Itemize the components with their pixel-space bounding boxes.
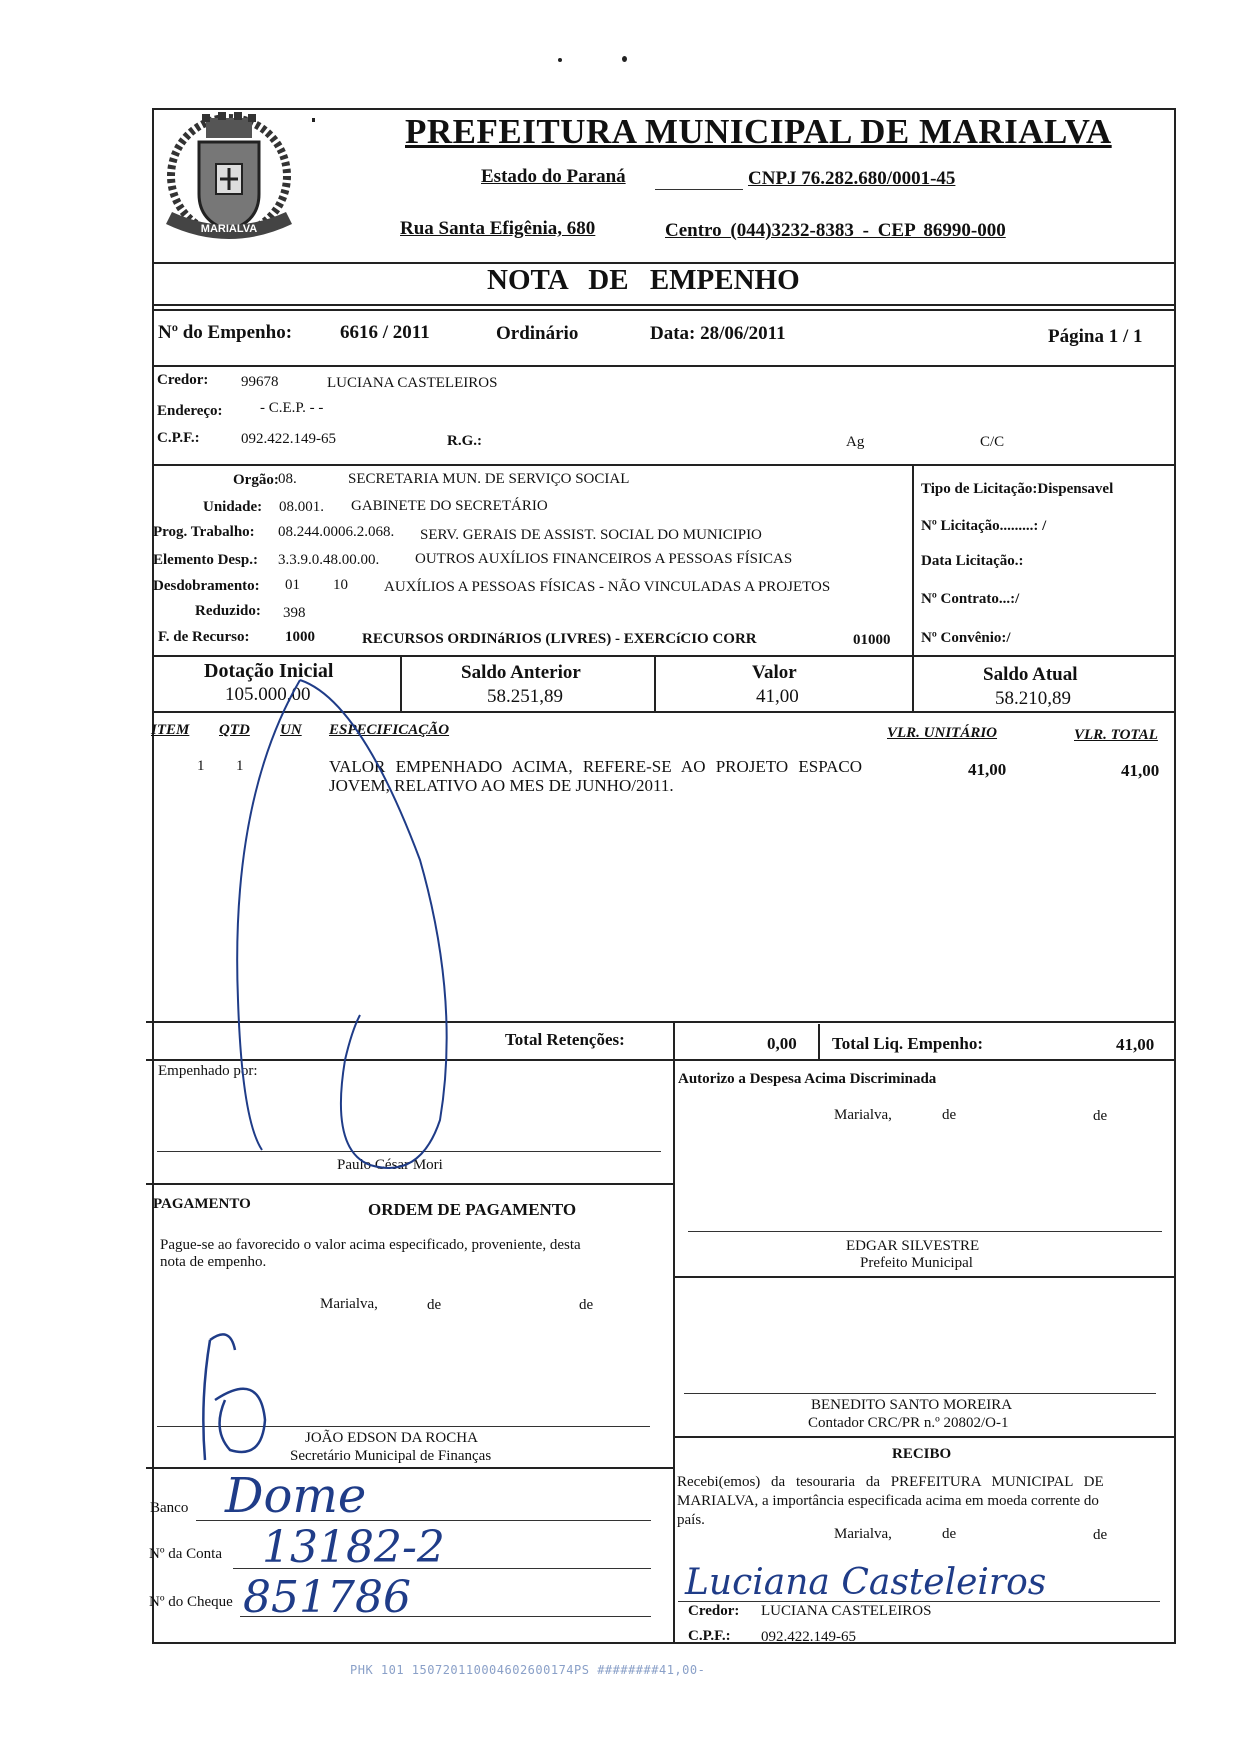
- conta-handwriting: 13182-2: [262, 1522, 445, 1573]
- recibo-cpf-label: C.P.F.:: [688, 1628, 731, 1644]
- endereco-label: Endereço:: [157, 403, 223, 419]
- endereco-value: - C.E.P. - -: [260, 400, 324, 416]
- cheque-label: Nº do Cheque: [149, 1594, 233, 1610]
- valor-label: Valor: [752, 662, 797, 683]
- contador-name: BENEDITO SANTO MOREIRA: [811, 1397, 1013, 1413]
- desdobramento-name: AUXÍLIOS A PESSOAS FÍSICAS - NÃO VINCULADAS A PROJETOS: [384, 579, 831, 595]
- unidade-code: 08.001.: [279, 499, 324, 515]
- pagamento-text-line1: Pague-se ao favorecido o valor acima especificado, proveniente, desta: [160, 1237, 581, 1253]
- item-vlr-total: 41,00: [1121, 761, 1160, 780]
- ag-label: Ag: [846, 434, 865, 450]
- cpf-value: 092.422.149-65: [241, 431, 336, 447]
- orgao-name: SECRETARIA MUN. DE SERVIÇO SOCIAL: [348, 471, 630, 487]
- pagamento-text-line2: nota de empenho.: [160, 1254, 267, 1270]
- secretario-role: Secretário Municipal de Finanças: [290, 1448, 492, 1464]
- cc-label: C/C: [980, 434, 1005, 450]
- recibo-title: RECIBO: [892, 1446, 952, 1462]
- col-header-un: UN: [280, 722, 302, 738]
- credor-name: LUCIANA CASTELEIROS: [327, 375, 498, 391]
- cheque-handwriting: 851786: [243, 1572, 411, 1623]
- orgao-code: 08.: [278, 471, 297, 487]
- orgao-label: Orgão:: [233, 472, 279, 488]
- tipo-licitacao: Tipo de Licitação:Dispensavel: [921, 481, 1114, 497]
- prefeito-role: Prefeito Municipal: [860, 1255, 973, 1271]
- saldo-atual-value: 58.210,89: [995, 688, 1071, 709]
- col-header-qtd: QTD: [219, 722, 250, 738]
- page-title: PREFEITURA MUNICIPAL DE MARIALVA: [405, 112, 1112, 151]
- unidade-label: Unidade:: [203, 499, 263, 515]
- numero-licitacao: Nº Licitação.........: /: [921, 518, 1047, 534]
- autorizo-place: Marialva,: [834, 1107, 892, 1123]
- numero-contrato: Nº Contrato...:/: [921, 591, 1020, 607]
- autorizo-de1: de: [942, 1107, 957, 1123]
- recibo-line2: MARIALVA, a importância especificada acima em moeda corrente do: [677, 1493, 1099, 1509]
- recibo-signature: Luciana Casteleiros: [685, 1562, 1047, 1603]
- contador-role: Contador CRC/PR n.º 20802/O-1: [808, 1415, 1009, 1431]
- col-header-vlr-total: VLR. TOTAL: [1074, 727, 1158, 743]
- unidade-name: GABINETE DO SECRETÁRIO: [351, 498, 548, 514]
- empenhado-name: Paulo César Mori: [337, 1157, 443, 1173]
- empenhado-por-label: Empenhado por:: [158, 1063, 258, 1079]
- empenho-date: Data: 28/06/2011: [650, 323, 786, 344]
- district-phone-cep: Centro (044)3232-8383 - CEP 86990-000: [665, 220, 1006, 241]
- credor-label: Credor:: [157, 372, 209, 388]
- footer-code: PHK 101 150720110004602600174PS ########41,00-: [350, 1663, 706, 1677]
- recurso-code2: 01000: [853, 632, 891, 648]
- desdobramento-code2: 10: [333, 577, 348, 593]
- autorizo-de2: de: [1093, 1108, 1108, 1124]
- saldo-anterior-label: Saldo Anterior: [461, 662, 581, 683]
- pagamento-place: Marialva,: [320, 1296, 378, 1312]
- cnpj-label: CNPJ 76.282.680/0001-45: [748, 168, 956, 189]
- empenho-type: Ordinário: [496, 323, 579, 344]
- dotacao-label: Dotação Inicial: [204, 660, 334, 682]
- empenho-value: 6616 / 2011: [340, 322, 430, 343]
- prog-name: SERV. GERAIS DE ASSIST. SOCIAL DO MUNICIPIO: [420, 527, 762, 543]
- coat-of-arms-text: MARIALVA: [200, 223, 258, 235]
- pagamento-label: PAGAMENTO: [153, 1196, 251, 1212]
- prefeito-name: EDGAR SILVESTRE: [846, 1238, 980, 1254]
- total-liq-label: Total Liq. Empenho:: [832, 1034, 983, 1053]
- autorizo-label: Autorizo a Despesa Acima Discriminada: [678, 1071, 937, 1087]
- pagamento-de2: de: [579, 1297, 594, 1313]
- item-description-line2: JOVEM, RELATIVO AO MES DE JUNHO/2011.: [329, 776, 674, 795]
- col-header-vlr-unitario: VLR. UNITÁRIO: [887, 725, 998, 741]
- reduzido-value: 398: [283, 605, 306, 621]
- desdobramento-label: Desdobramento:: [153, 578, 260, 594]
- banco-handwriting: Dome: [225, 1468, 367, 1524]
- pagamento-de1: de: [427, 1297, 442, 1313]
- ordem-pagamento-label: ORDEM DE PAGAMENTO: [368, 1200, 577, 1219]
- cpf-label: C.P.F.:: [157, 430, 200, 446]
- total-retencoes-value: 0,00: [767, 1034, 797, 1053]
- elemento-label: Elemento Desp.:: [153, 552, 258, 568]
- recibo-credor-label: Credor:: [688, 1603, 740, 1619]
- col-header-especificacao: ESPECIFICAÇÃO: [329, 722, 450, 738]
- page-number: Página 1 / 1: [1048, 326, 1143, 347]
- saldo-anterior-value: 58.251,89: [487, 686, 563, 707]
- item-qtd: 1: [236, 758, 244, 774]
- desdobramento-code1: 01: [285, 577, 300, 593]
- total-liq-value: 41,00: [1116, 1035, 1155, 1054]
- recurso-label: F. de Recurso:: [158, 629, 250, 645]
- secretario-name: JOÃO EDSON DA ROCHA: [305, 1430, 478, 1446]
- recibo-cpf-value: 092.422.149-65: [761, 1629, 856, 1645]
- doc-title: NOTA DE EMPENHO: [487, 264, 800, 296]
- col-header-item: ITEM: [151, 722, 190, 738]
- recibo-place: Marialva,: [834, 1526, 892, 1542]
- recibo-credor-name: LUCIANA CASTELEIROS: [761, 1603, 932, 1619]
- dotacao-value: 105.000,00: [225, 684, 311, 705]
- elemento-code: 3.3.9.0.48.00.00.: [278, 552, 380, 568]
- address-label: Rua Santa Efigênia, 680: [400, 218, 596, 239]
- recibo-line3: país.: [677, 1512, 705, 1528]
- prog-code: 08.244.0006.2.068.: [278, 524, 395, 540]
- item-number: 1: [197, 758, 205, 774]
- numero-convenio: Nº Convênio:/: [921, 630, 1011, 646]
- conta-label: Nº da Conta: [149, 1546, 222, 1562]
- banco-label: Banco: [150, 1500, 189, 1516]
- item-vlr-unitario: 41,00: [968, 760, 1007, 779]
- recurso-code: 1000: [285, 629, 315, 645]
- prog-label: Prog. Trabalho:: [153, 524, 255, 540]
- rg-label: R.G.:: [447, 433, 482, 449]
- elemento-name: OUTROS AUXÍLIOS FINANCEIROS A PESSOAS FÍSICAS: [415, 551, 793, 567]
- recibo-line1: Recebi(emos) da tesouraria da PREFEITURA MUNICIPAL DE: [677, 1474, 1104, 1490]
- data-licitacao: Data Licitação.:: [921, 553, 1024, 569]
- total-retencoes-label: Total Retenções:: [505, 1030, 625, 1049]
- saldo-atual-label: Saldo Atual: [983, 664, 1078, 685]
- recibo-de1: de: [942, 1526, 957, 1542]
- empenho-label: Nº do Empenho:: [158, 322, 293, 343]
- reduzido-label: Reduzido:: [195, 603, 261, 619]
- state-label: Estado do Paraná: [481, 166, 626, 187]
- credor-code: 99678: [241, 374, 279, 390]
- item-description-line1: VALOR EMPENHADO ACIMA, REFERE-SE AO PROJETO ESPACO: [329, 757, 863, 776]
- recibo-de2: de: [1093, 1527, 1108, 1543]
- valor-value: 41,00: [756, 686, 799, 707]
- recurso-name: RECURSOS ORDINáRIOS (LIVRES) - EXERCíCIO CORR: [362, 631, 757, 647]
